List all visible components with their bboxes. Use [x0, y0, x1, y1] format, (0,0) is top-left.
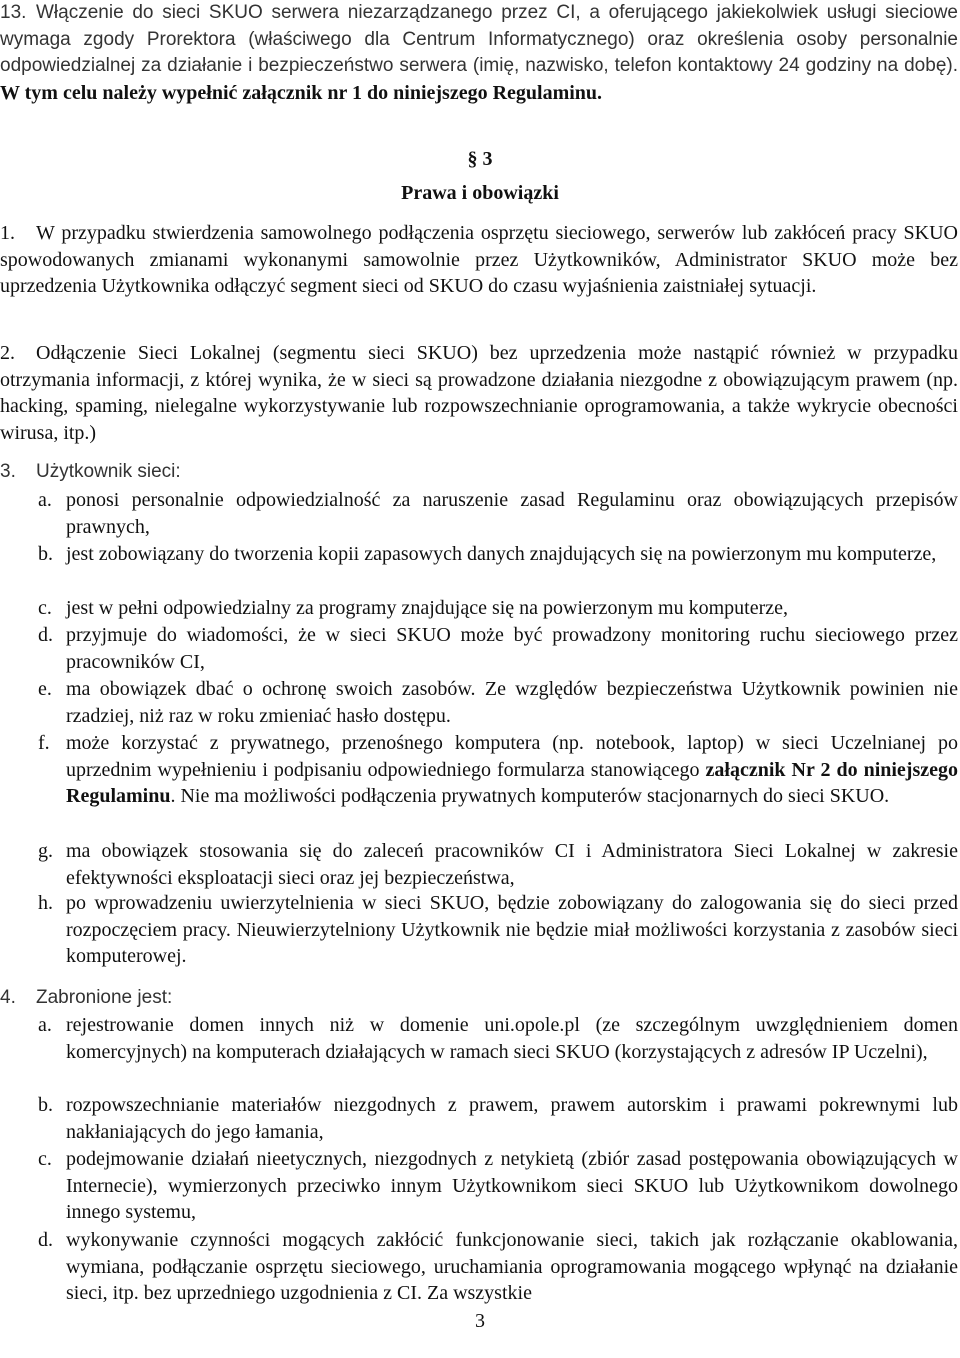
list-item-text: ma obowiązek dbać o ochronę swoich zasobów. Ze względów bezpieczeństwa Użytkownik powinien nie rzadziej, niż raz w roku zmieniać hasło dostępu. — [66, 678, 958, 727]
list-item — [38, 1092, 958, 1146]
list-item-text-part: może korzystać z prywatnego, przenośnego komputera (np. notebook, laptop) w sieci Uczelnianej po uprzednim wypełnieniu i podpisaniu odpowiedniego formularza stanowiącego — [66, 732, 958, 781]
list-item — [38, 730, 958, 838]
paragraph-heading: Zabronione jest: — [36, 987, 173, 1008]
list-item-letter: h. — [38, 892, 53, 914]
list-item — [38, 1227, 958, 1308]
list-item-letter: e. — [38, 678, 52, 700]
list-item-text: rozpowszechnianie materiałów niezgodnych z prawem, prawem autorskim i prawami pokrewnymi lub nakłaniających do jego łamania, — [66, 1094, 958, 1143]
list-item-text: podejmowanie działań nieetycznych, niezgodnych z netykietą (zbiór zasad postępowania obowiązujących w Internecie), wymierzonych przeciwko innym Użytkownikom sieci SKUO lub Użytkownikom dowolnego innego systemu, — [66, 1148, 958, 1223]
paragraph-number: 13. — [0, 2, 27, 23]
list-item-text: wykonywanie czynności mogących zakłócić funkcjonowanie sieci, takich jak rozłączanie okablowania, wymiana, podłączanie osprzętu sieciowego, uruchamiania oprogramowania mogącego wpłynąć na działanie sieci, itp. bez uprzedniego uzgodnienia z CI. Za wszystkie — [66, 1229, 958, 1304]
list-item-bold-text: załącznik Nr 2 do niniejszego Regulaminu — [66, 758, 959, 807]
paragraph-number: 4. — [0, 987, 16, 1008]
list-item-letter: f. — [38, 732, 50, 754]
list-item — [38, 487, 958, 541]
list-item-text: po wprowadzeniu uwierzytelnienia w sieci SKUO, będzie zobowiązany do zalogowania się do sieci przed rozpoczęciem pracy. Nieuwierzytelniony Użytkownik nie będzie miał możliwości korzystania z zasobów sieci komputerowej. — [66, 892, 958, 967]
list-item-text — [66, 730, 958, 810]
list-item — [38, 622, 958, 676]
list-item — [38, 1012, 958, 1093]
list-item-letter: a. — [38, 489, 52, 511]
list-item — [38, 676, 958, 730]
paragraph-1 — [0, 220, 958, 300]
list-item-text: jest zobowiązany do tworzenia kopii zapasowych danych znajdujących się na powierzonym mu komputerze, — [66, 543, 937, 565]
list-item-text: przyjmuje do wiadomości, że w sieci SKUO może być prowadzony monitoring ruchu sieciowego przez pracowników CI, — [66, 624, 958, 673]
list-item-letter: d. — [38, 624, 53, 646]
list-item-text: ponosi personalnie odpowiedzialność za naruszenie zasad Regulaminu oraz obowiązujących przepisów prawnych, — [66, 489, 958, 538]
list-item-text: rejestrowanie domen innych niż w domenie uni.opole.pl (ze szczególnym uwzględnieniem domen komercyjnych) na komputerach działających w ramach sieci SKUO (korzystających z adresów IP Uczelni), — [66, 1014, 958, 1063]
page-number: 3 — [475, 1310, 485, 1332]
list-item — [38, 890, 958, 971]
paragraph-number: 1. — [0, 222, 15, 244]
list-item-text: ma obowiązek stosowania się do zaleceń pracowników CI i Administratora Sieci Lokalnej w zakresie efektywności eksploatacji sieci oraz jej bezpieczeństwa, — [66, 840, 958, 889]
list-item-letter: a. — [38, 1014, 52, 1036]
paragraph-text: W przypadku stwierdzenia samowolnego podłączenia osprzętu sieciowego, serwerów lub zakłóceń pracy SKUO spowodowanych zmianami wykonanymi samowolnie przez Użytkowników, Administrator SKUO może bez uprzedzenia Użytkownika odłączyć segment sieci od SKUO do czasu wyjaśnienia zaistniałej sytuacji. — [0, 222, 958, 297]
paragraph-2 — [0, 340, 958, 446]
section-title: Prawa i obowiązki — [401, 182, 559, 204]
paragraph-number: 2. — [0, 342, 15, 364]
paragraph-4-heading — [0, 985, 958, 1012]
list-item-text: jest w pełni odpowiedzialny za programy znajdujące się na powierzonym mu komputerze, — [66, 597, 788, 619]
list-item-letter: c. — [38, 597, 52, 619]
paragraph-heading: Użytkownik sieci: — [36, 461, 181, 482]
list-item — [38, 838, 958, 892]
list-item-letter: c. — [38, 1148, 52, 1170]
paragraph-3-heading — [0, 459, 958, 486]
section-number: § 3 — [467, 148, 493, 170]
paragraph-bold-text: W tym celu należy wypełnić załącznik nr 1 do niniejszego Regulaminu. — [0, 81, 603, 104]
list-item-letter: g. — [38, 840, 53, 862]
list-item — [38, 541, 958, 595]
list-item — [38, 595, 958, 622]
paragraph-13 — [0, 0, 958, 107]
paragraph-text: Włączenie do sieci SKUO serwera niezarządzanego przez CI, a oferującego jakiekolwiek usługi sieciowe wymaga zgody Prorektora (właściwego dla Centrum Informatycznego) oraz określenia osoby personalnie odpowiedzialnej za działanie i bezpieczeństwo serwera (imię, nazwisko, telefon kontaktowy 24 godziny na dobę). — [0, 2, 958, 76]
list-item — [38, 1146, 958, 1227]
list-item-text-part: . Nie ma możliwości podłączenia prywatnych komputerów stacjonarnych do sieci SKUO. — [170, 785, 890, 807]
paragraph-text: Odłączenie Sieci Lokalnej (segmentu sieci SKUO) bez uprzedzenia może nastąpić również w przypadku otrzymania informacji, z której wynika, że w sieci są prowadzone działania niezgodne z obowiązującym prawem (np. hacking, spaming, nielegalne wykorzystywanie lub rozpowszechnianie oprogramowania, a także wykrycie obecności wirusa, itp.) — [0, 342, 958, 444]
list-item-letter: b. — [38, 543, 53, 565]
list-item-letter: b. — [38, 1094, 53, 1116]
paragraph-number: 3. — [0, 461, 16, 482]
list-item-letter: d. — [38, 1229, 53, 1251]
paragraph-body — [0, 0, 958, 107]
